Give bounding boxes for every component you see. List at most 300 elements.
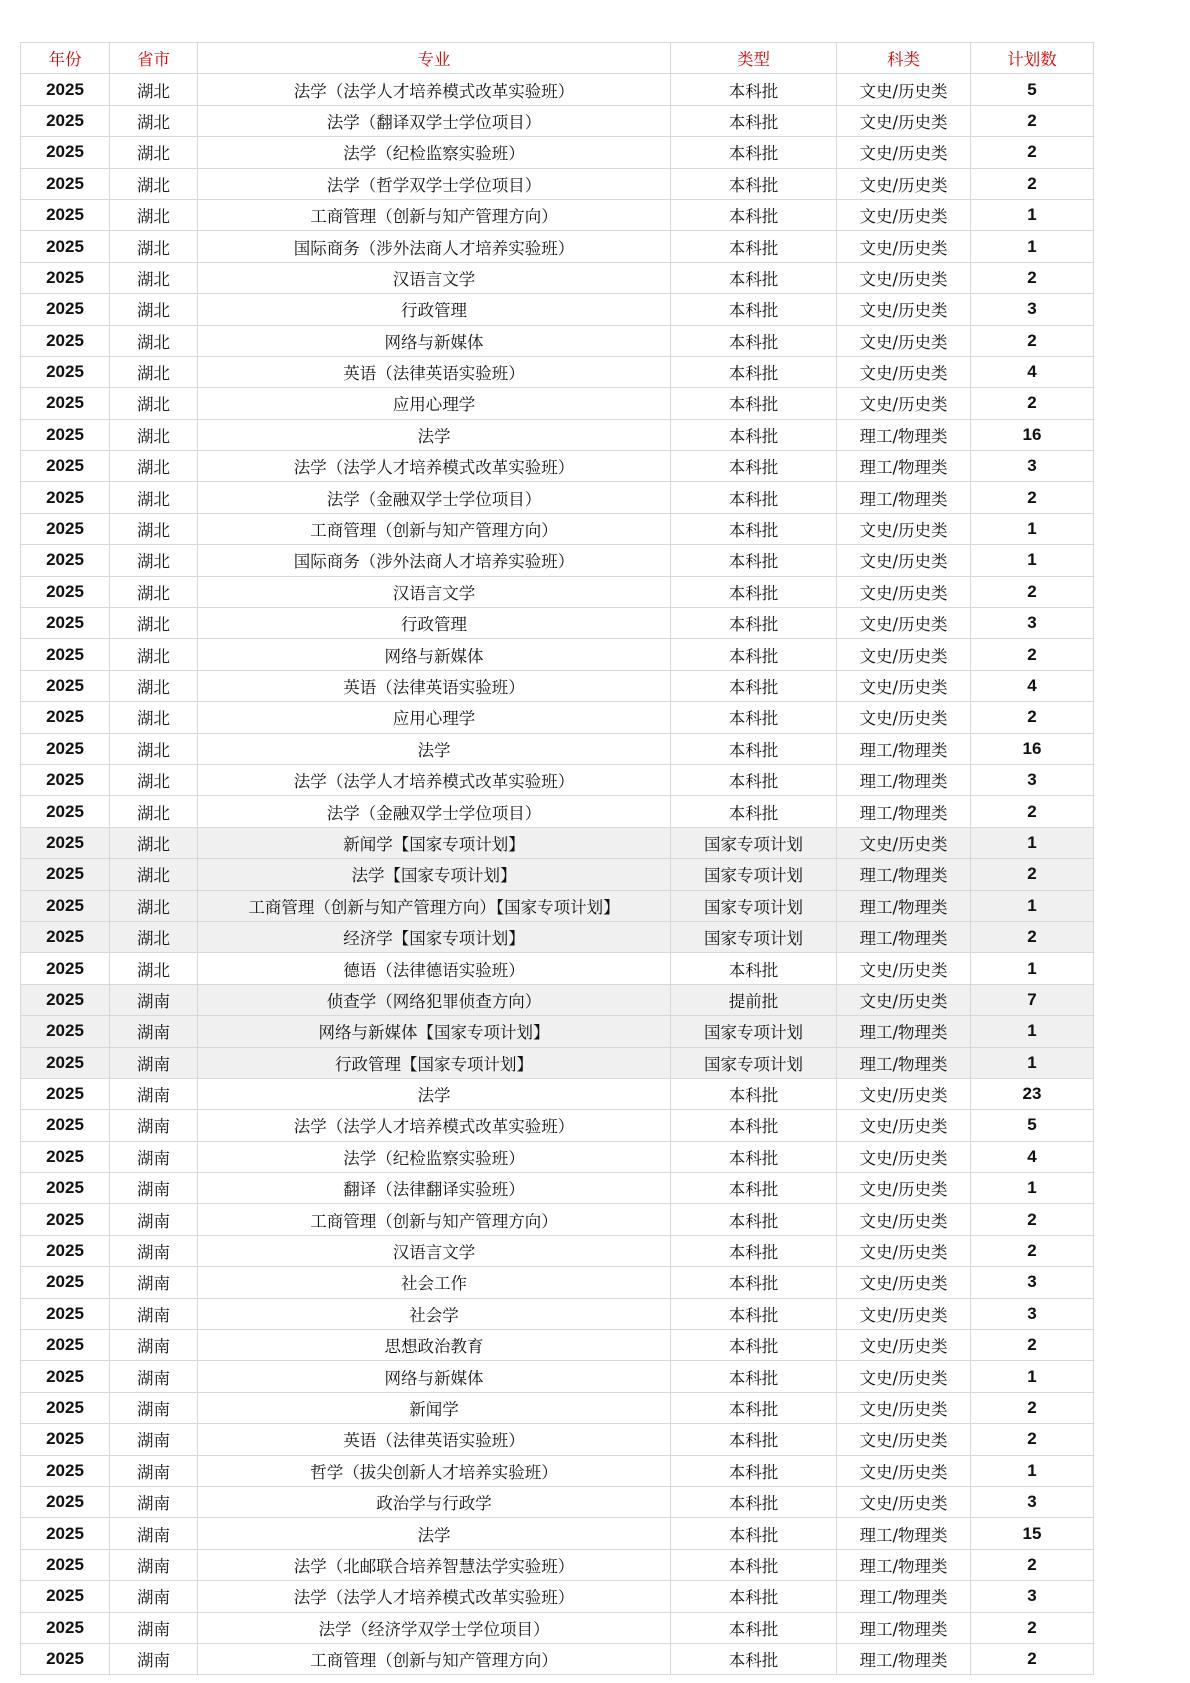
cell-plan-count: 4	[971, 670, 1094, 701]
cell-major: 网络与新媒体	[198, 639, 671, 670]
cell-plan-count: 2	[971, 921, 1094, 952]
cell-subject-category: 文史/历史类	[837, 1455, 971, 1486]
table-row	[21, 356, 1094, 387]
cell-subject-category: 文史/历史类	[837, 356, 971, 387]
cell-major: 汉语言文学	[198, 576, 671, 607]
table-row	[21, 74, 1094, 105]
cell-year: 2025	[21, 1330, 110, 1361]
cell-subject-category: 文史/历史类	[837, 953, 971, 984]
cell-major: 行政管理【国家专项计划】	[198, 1047, 671, 1078]
cell-batch: 本科批	[671, 1486, 837, 1517]
cell-subject-category: 理工/物理类	[837, 419, 971, 450]
cell-province: 湖北	[110, 827, 198, 858]
cell-year: 2025	[21, 1047, 110, 1078]
table-row	[21, 670, 1094, 701]
cell-plan-count: 7	[971, 984, 1094, 1015]
cell-subject-category: 文史/历史类	[837, 1110, 971, 1141]
table-row	[21, 419, 1094, 450]
cell-batch: 本科批	[671, 639, 837, 670]
cell-plan-count: 4	[971, 1141, 1094, 1172]
cell-plan-count: 2	[971, 388, 1094, 419]
cell-major: 工商管理（创新与知产管理方向）	[198, 199, 671, 230]
cell-major: 法学（纪检监察实验班）	[198, 137, 671, 168]
cell-province: 湖北	[110, 764, 198, 795]
cell-province: 湖南	[110, 1549, 198, 1580]
table-row	[21, 513, 1094, 544]
cell-year: 2025	[21, 921, 110, 952]
cell-batch: 本科批	[671, 482, 837, 513]
cell-year: 2025	[21, 1549, 110, 1580]
cell-year: 2025	[21, 1518, 110, 1549]
cell-batch: 国家专项计划	[671, 1016, 837, 1047]
cell-subject-category: 文史/历史类	[837, 1173, 971, 1204]
cell-subject-category: 文史/历史类	[837, 1204, 971, 1235]
cell-subject-category: 文史/历史类	[837, 639, 971, 670]
cell-plan-count: 2	[971, 1204, 1094, 1235]
cell-batch: 国家专项计划	[671, 890, 837, 921]
cell-batch: 本科批	[671, 451, 837, 482]
cell-major: 网络与新媒体	[198, 1361, 671, 1392]
cell-year: 2025	[21, 482, 110, 513]
cell-batch: 本科批	[671, 105, 837, 136]
table-row	[21, 325, 1094, 356]
cell-year: 2025	[21, 1078, 110, 1109]
cell-plan-count: 1	[971, 513, 1094, 544]
cell-plan-count: 1	[971, 1016, 1094, 1047]
cell-subject-category: 文史/历史类	[837, 670, 971, 701]
cell-plan-count: 3	[971, 764, 1094, 795]
table-row	[21, 984, 1094, 1015]
cell-province: 湖南	[110, 1078, 198, 1109]
cell-major: 法学【国家专项计划】	[198, 859, 671, 890]
table-row	[21, 827, 1094, 858]
cell-year: 2025	[21, 1392, 110, 1423]
cell-batch: 本科批	[671, 1267, 837, 1298]
cell-plan-count: 3	[971, 294, 1094, 325]
cell-major: 英语（法律英语实验班）	[198, 1424, 671, 1455]
cell-year: 2025	[21, 1298, 110, 1329]
cell-plan-count: 2	[971, 796, 1094, 827]
cell-year: 2025	[21, 1581, 110, 1612]
cell-major: 工商管理（创新与知产管理方向）	[198, 1204, 671, 1235]
header-row	[21, 43, 1094, 74]
cell-batch: 本科批	[671, 702, 837, 733]
cell-plan-count: 2	[971, 1612, 1094, 1643]
cell-subject-category: 文史/历史类	[837, 576, 971, 607]
cell-major: 法学	[198, 733, 671, 764]
cell-year: 2025	[21, 105, 110, 136]
cell-batch: 本科批	[671, 1549, 837, 1580]
cell-province: 湖南	[110, 1141, 198, 1172]
table-row	[21, 388, 1094, 419]
cell-major: 汉语言文学	[198, 1235, 671, 1266]
admission-plan-table	[20, 42, 1094, 1675]
cell-plan-count: 2	[971, 576, 1094, 607]
cell-major: 法学（金融双学士学位项目）	[198, 796, 671, 827]
table-row	[21, 1612, 1094, 1643]
cell-subject-category: 文史/历史类	[837, 827, 971, 858]
cell-plan-count: 1	[971, 953, 1094, 984]
cell-province: 湖南	[110, 1016, 198, 1047]
cell-province: 湖南	[110, 1110, 198, 1141]
table-row	[21, 262, 1094, 293]
cell-subject-category: 文史/历史类	[837, 545, 971, 576]
cell-plan-count: 2	[971, 639, 1094, 670]
cell-plan-count: 2	[971, 262, 1094, 293]
cell-major: 法学（法学人才培养模式改革实验班）	[198, 1110, 671, 1141]
header-province: 省市	[110, 43, 198, 74]
table-row	[21, 137, 1094, 168]
table-row	[21, 859, 1094, 890]
table-row	[21, 1549, 1094, 1580]
cell-plan-count: 2	[971, 1643, 1094, 1674]
header-batch: 类型	[671, 43, 837, 74]
cell-year: 2025	[21, 1235, 110, 1266]
cell-subject-category: 理工/物理类	[837, 796, 971, 827]
cell-major: 行政管理	[198, 294, 671, 325]
cell-major: 新闻学【国家专项计划】	[198, 827, 671, 858]
cell-major: 法学（法学人才培养模式改革实验班）	[198, 74, 671, 105]
cell-year: 2025	[21, 1424, 110, 1455]
cell-batch: 本科批	[671, 199, 837, 230]
cell-province: 湖北	[110, 608, 198, 639]
cell-plan-count: 2	[971, 1330, 1094, 1361]
cell-plan-count: 2	[971, 1392, 1094, 1423]
cell-province: 湖北	[110, 262, 198, 293]
cell-major: 法学（法学人才培养模式改革实验班）	[198, 764, 671, 795]
cell-batch: 本科批	[671, 137, 837, 168]
cell-batch: 本科批	[671, 231, 837, 262]
cell-province: 湖南	[110, 1330, 198, 1361]
cell-major: 工商管理（创新与知产管理方向）	[198, 513, 671, 544]
cell-batch: 本科批	[671, 1518, 837, 1549]
cell-subject-category: 理工/物理类	[837, 1549, 971, 1580]
table-row	[21, 1235, 1094, 1266]
cell-year: 2025	[21, 576, 110, 607]
cell-year: 2025	[21, 1016, 110, 1047]
cell-subject-category: 文史/历史类	[837, 513, 971, 544]
cell-year: 2025	[21, 827, 110, 858]
cell-province: 湖南	[110, 1298, 198, 1329]
cell-batch: 本科批	[671, 670, 837, 701]
cell-province: 湖南	[110, 1361, 198, 1392]
cell-batch: 本科批	[671, 1235, 837, 1266]
cell-province: 湖北	[110, 419, 198, 450]
cell-province: 湖南	[110, 1204, 198, 1235]
cell-subject-category: 文史/历史类	[837, 1486, 971, 1517]
cell-major: 法学（翻译双学士学位项目）	[198, 105, 671, 136]
cell-year: 2025	[21, 1267, 110, 1298]
cell-subject-category: 理工/物理类	[837, 451, 971, 482]
cell-major: 思想政治教育	[198, 1330, 671, 1361]
cell-batch: 本科批	[671, 74, 837, 105]
table-row	[21, 1581, 1094, 1612]
cell-province: 湖北	[110, 513, 198, 544]
cell-subject-category: 理工/物理类	[837, 890, 971, 921]
cell-province: 湖南	[110, 1455, 198, 1486]
cell-year: 2025	[21, 1361, 110, 1392]
cell-major: 法学（纪检监察实验班）	[198, 1141, 671, 1172]
table-row	[21, 1047, 1094, 1078]
cell-province: 湖北	[110, 639, 198, 670]
cell-year: 2025	[21, 1141, 110, 1172]
cell-plan-count: 2	[971, 1549, 1094, 1580]
cell-province: 湖北	[110, 921, 198, 952]
table-row	[21, 199, 1094, 230]
cell-province: 湖南	[110, 1486, 198, 1517]
cell-batch: 本科批	[671, 513, 837, 544]
table-row	[21, 702, 1094, 733]
cell-year: 2025	[21, 513, 110, 544]
cell-batch: 本科批	[671, 388, 837, 419]
cell-batch: 本科批	[671, 733, 837, 764]
table-row	[21, 890, 1094, 921]
cell-major: 应用心理学	[198, 702, 671, 733]
table-row	[21, 1518, 1094, 1549]
table-row	[21, 796, 1094, 827]
cell-plan-count: 2	[971, 1235, 1094, 1266]
cell-subject-category: 理工/物理类	[837, 1643, 971, 1674]
table-row	[21, 1298, 1094, 1329]
table-row	[21, 105, 1094, 136]
cell-province: 湖北	[110, 325, 198, 356]
cell-major: 侦查学（网络犯罪侦查方向）	[198, 984, 671, 1015]
cell-province: 湖北	[110, 545, 198, 576]
cell-batch: 国家专项计划	[671, 859, 837, 890]
cell-plan-count: 2	[971, 859, 1094, 890]
table-row	[21, 451, 1094, 482]
cell-subject-category: 文史/历史类	[837, 1392, 971, 1423]
cell-plan-count: 2	[971, 168, 1094, 199]
cell-batch: 本科批	[671, 1643, 837, 1674]
cell-subject-category: 理工/物理类	[837, 1016, 971, 1047]
cell-major: 法学（法学人才培养模式改革实验班）	[198, 1581, 671, 1612]
cell-province: 湖北	[110, 168, 198, 199]
cell-province: 湖南	[110, 1612, 198, 1643]
cell-batch: 本科批	[671, 262, 837, 293]
cell-plan-count: 3	[971, 451, 1094, 482]
cell-subject-category: 文史/历史类	[837, 294, 971, 325]
cell-batch: 本科批	[671, 1204, 837, 1235]
cell-major: 法学（北邮联合培养智慧法学实验班）	[198, 1549, 671, 1580]
cell-province: 湖南	[110, 1392, 198, 1423]
table-row	[21, 1361, 1094, 1392]
cell-year: 2025	[21, 670, 110, 701]
table-row	[21, 1455, 1094, 1486]
cell-plan-count: 1	[971, 1361, 1094, 1392]
cell-plan-count: 16	[971, 733, 1094, 764]
cell-year: 2025	[21, 1612, 110, 1643]
cell-year: 2025	[21, 199, 110, 230]
table-row	[21, 545, 1094, 576]
cell-year: 2025	[21, 451, 110, 482]
cell-year: 2025	[21, 388, 110, 419]
cell-subject-category: 文史/历史类	[837, 1235, 971, 1266]
cell-plan-count: 5	[971, 74, 1094, 105]
cell-province: 湖南	[110, 1518, 198, 1549]
cell-plan-count: 2	[971, 482, 1094, 513]
cell-subject-category: 文史/历史类	[837, 1361, 971, 1392]
cell-major: 社会工作	[198, 1267, 671, 1298]
cell-batch: 本科批	[671, 1361, 837, 1392]
cell-batch: 本科批	[671, 1298, 837, 1329]
cell-major: 法学（哲学双学士学位项目）	[198, 168, 671, 199]
cell-province: 湖北	[110, 953, 198, 984]
cell-year: 2025	[21, 545, 110, 576]
header-major: 专业	[198, 43, 671, 74]
cell-batch: 本科批	[671, 576, 837, 607]
cell-batch: 本科批	[671, 1581, 837, 1612]
cell-year: 2025	[21, 74, 110, 105]
cell-year: 2025	[21, 419, 110, 450]
table-row	[21, 168, 1094, 199]
cell-subject-category: 理工/物理类	[837, 733, 971, 764]
table-row	[21, 1204, 1094, 1235]
cell-subject-category: 文史/历史类	[837, 1330, 971, 1361]
cell-major: 经济学【国家专项计划】	[198, 921, 671, 952]
cell-province: 湖北	[110, 859, 198, 890]
cell-province: 湖南	[110, 1643, 198, 1674]
cell-major: 网络与新媒体	[198, 325, 671, 356]
cell-major: 法学（经济学双学士学位项目）	[198, 1612, 671, 1643]
cell-province: 湖北	[110, 796, 198, 827]
cell-major: 行政管理	[198, 608, 671, 639]
cell-batch: 本科批	[671, 1392, 837, 1423]
cell-major: 法学（法学人才培养模式改革实验班）	[198, 451, 671, 482]
table-row	[21, 294, 1094, 325]
cell-batch: 本科批	[671, 1110, 837, 1141]
cell-subject-category: 理工/物理类	[837, 859, 971, 890]
cell-subject-category: 文史/历史类	[837, 608, 971, 639]
cell-subject-category: 理工/物理类	[837, 1518, 971, 1549]
cell-plan-count: 1	[971, 1455, 1094, 1486]
cell-subject-category: 文史/历史类	[837, 231, 971, 262]
cell-province: 湖北	[110, 137, 198, 168]
header-subject-category: 科类	[837, 43, 971, 74]
table-row	[21, 576, 1094, 607]
cell-subject-category: 文史/历史类	[837, 137, 971, 168]
cell-subject-category: 文史/历史类	[837, 74, 971, 105]
cell-plan-count: 1	[971, 827, 1094, 858]
cell-year: 2025	[21, 1110, 110, 1141]
cell-province: 湖北	[110, 74, 198, 105]
header-plan-count: 计划数	[971, 43, 1094, 74]
cell-major: 英语（法律英语实验班）	[198, 356, 671, 387]
cell-year: 2025	[21, 702, 110, 733]
cell-batch: 本科批	[671, 325, 837, 356]
cell-batch: 本科批	[671, 1330, 837, 1361]
cell-subject-category: 文史/历史类	[837, 262, 971, 293]
table-row	[21, 1392, 1094, 1423]
cell-batch: 本科批	[671, 294, 837, 325]
cell-plan-count: 2	[971, 702, 1094, 733]
cell-batch: 本科批	[671, 764, 837, 795]
cell-year: 2025	[21, 733, 110, 764]
table-row	[21, 764, 1094, 795]
cell-subject-category: 文史/历史类	[837, 199, 971, 230]
table-row	[21, 482, 1094, 513]
cell-subject-category: 文史/历史类	[837, 105, 971, 136]
cell-province: 湖南	[110, 1173, 198, 1204]
cell-plan-count: 3	[971, 1486, 1094, 1517]
cell-major: 汉语言文学	[198, 262, 671, 293]
table-row	[21, 953, 1094, 984]
cell-province: 湖北	[110, 451, 198, 482]
cell-subject-category: 文史/历史类	[837, 1424, 971, 1455]
cell-plan-count: 23	[971, 1078, 1094, 1109]
header-year: 年份	[21, 43, 110, 74]
cell-batch: 本科批	[671, 796, 837, 827]
cell-subject-category: 理工/物理类	[837, 482, 971, 513]
cell-province: 湖南	[110, 1267, 198, 1298]
cell-major: 法学	[198, 1518, 671, 1549]
cell-year: 2025	[21, 796, 110, 827]
cell-batch: 本科批	[671, 419, 837, 450]
cell-major: 翻译（法律翻译实验班）	[198, 1173, 671, 1204]
cell-province: 湖北	[110, 294, 198, 325]
cell-major: 国际商务（涉外法商人才培养实验班）	[198, 545, 671, 576]
cell-province: 湖北	[110, 199, 198, 230]
cell-subject-category: 文史/历史类	[837, 168, 971, 199]
cell-batch: 国家专项计划	[671, 1047, 837, 1078]
cell-subject-category: 文史/历史类	[837, 1078, 971, 1109]
cell-province: 湖南	[110, 1235, 198, 1266]
cell-year: 2025	[21, 984, 110, 1015]
cell-plan-count: 1	[971, 545, 1094, 576]
cell-batch: 本科批	[671, 356, 837, 387]
cell-batch: 本科批	[671, 953, 837, 984]
cell-year: 2025	[21, 890, 110, 921]
cell-province: 湖北	[110, 733, 198, 764]
cell-batch: 本科批	[671, 1141, 837, 1172]
cell-subject-category: 理工/物理类	[837, 764, 971, 795]
table-row	[21, 231, 1094, 262]
cell-major: 网络与新媒体【国家专项计划】	[198, 1016, 671, 1047]
cell-subject-category: 文史/历史类	[837, 388, 971, 419]
cell-major: 社会学	[198, 1298, 671, 1329]
cell-year: 2025	[21, 764, 110, 795]
cell-subject-category: 理工/物理类	[837, 1612, 971, 1643]
cell-batch: 本科批	[671, 1424, 837, 1455]
cell-major: 法学（金融双学士学位项目）	[198, 482, 671, 513]
table-row	[21, 1173, 1094, 1204]
cell-subject-category: 文史/历史类	[837, 702, 971, 733]
cell-year: 2025	[21, 1643, 110, 1674]
cell-plan-count: 15	[971, 1518, 1094, 1549]
cell-major: 德语（法律德语实验班）	[198, 953, 671, 984]
cell-batch: 本科批	[671, 1173, 837, 1204]
table-row	[21, 1078, 1094, 1109]
cell-province: 湖南	[110, 1581, 198, 1612]
cell-subject-category: 文史/历史类	[837, 1298, 971, 1329]
cell-plan-count: 2	[971, 105, 1094, 136]
cell-major: 英语（法律英语实验班）	[198, 670, 671, 701]
cell-year: 2025	[21, 231, 110, 262]
cell-province: 湖北	[110, 231, 198, 262]
cell-batch: 提前批	[671, 984, 837, 1015]
cell-major: 国际商务（涉外法商人才培养实验班）	[198, 231, 671, 262]
cell-province: 湖北	[110, 890, 198, 921]
cell-subject-category: 文史/历史类	[837, 1141, 971, 1172]
table-row	[21, 1267, 1094, 1298]
cell-plan-count: 5	[971, 1110, 1094, 1141]
cell-subject-category: 文史/历史类	[837, 325, 971, 356]
cell-year: 2025	[21, 294, 110, 325]
cell-batch: 本科批	[671, 168, 837, 199]
table-row	[21, 1016, 1094, 1047]
cell-plan-count: 1	[971, 1047, 1094, 1078]
table-row	[21, 639, 1094, 670]
